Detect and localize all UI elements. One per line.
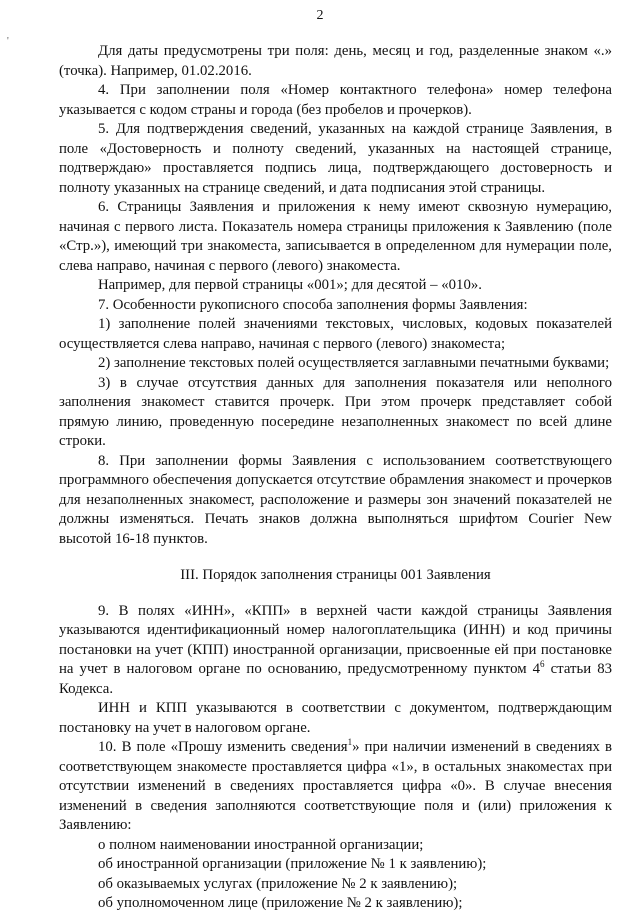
paragraph-9-text-start: 9. В полях «ИНН», «КПП» в верхней части каждой страницы Заявления указываются идентификационный номер налогоплательщика (ИНН) и код причины постановки на учет (КПП) иностранной организации, присвоенные ей при постановке на учет в налоговом органе по основанию, предусмотренному пунктом 4	[59, 602, 612, 677]
paragraph-9b: ИНН и КПП указываются в соответствии с документом, подтверждающим постановку на учет в налоговом органе.	[59, 700, 612, 736]
paragraph-7: 7. Особенности рукописного способа заполнения формы Заявления:	[98, 296, 528, 313]
paragraph-9-superscript: 6	[540, 659, 545, 670]
document-body	[59, 42, 612, 914]
paragraph-4: 4. При заполнении поля «Номер контактного телефона» номер телефона указывается с кодом страны и города (без пробелов и прочерков).	[59, 82, 612, 118]
paragraph-9-text-end: статьи 83 Кодекса.	[59, 661, 612, 697]
section-heading: III. Порядок заполнения страницы 001 Заявления	[180, 567, 491, 583]
list-item: об уполномоченном лице (приложение № 2 к заявлению);	[98, 895, 463, 911]
paragraph-9	[59, 602, 612, 700]
paragraph-date-fields: Для даты предусмотрены три поля: день, месяц и год, разделенные знаком «.» (точка). Например, 01.02.2016.	[59, 43, 612, 79]
list-item: об оказываемых услугах (приложение № 2 к заявлению);	[98, 875, 458, 892]
list-item: об иностранной организации (приложение № 1 к заявлению);	[98, 856, 487, 872]
page-number: 2	[316, 8, 324, 23]
paragraph-7-item-2: 2) заполнение текстовых полей осуществляется заглавными печатными буквами;	[98, 355, 610, 371]
list-item: о полном наименовании иностранной организации;	[98, 836, 424, 853]
paragraph-8: 8. При заполнении формы Заявления с использованием соответствующего программного обеспечения допускается отсутствие обрамления знакомест и прочерков для незаполненных знакомест, расположение и размеры зон значений показателей не должны изменяться. Печать знаков должна выполняться шрифтом Courier New высотой 16-18 пунктов.	[59, 452, 612, 547]
paragraph-7-item-1: 1) заполнение полей значениями текстовых, числовых, кодовых показателей осуществляется слева направо, начиная с первого (левого) знакоместа;	[59, 316, 612, 352]
paragraph-10	[59, 738, 612, 836]
paragraph-6: 6. Страницы Заявления и приложения к нему имеют сквозную нумерацию, начиная с первого листа. Показатель номера страницы приложения к Заявлению (поле «Стр.»), имеющий три знакоместа, записывается в определенном для нумерации поле, слева направо, начиная с первого (левого) знакоместа.	[59, 199, 612, 274]
paragraph-10-text-end: » при наличии изменений в сведениях в соответствующем знакоместе проставляется цифра «1», в остальных знакоместах при отсутствии изменений в сведениях проставляется цифра «0». В случае внесения изменений в сведения заполняются соответствующие поля и (или) приложения к Заявлению:	[59, 739, 612, 833]
margin-mark: '	[7, 36, 9, 47]
paragraph-5: 5. Для подтверждения сведений, указанных на каждой странице Заявления, в поле «Достоверность и полноту сведений, указанных на настоящей странице, подтверждаю» проставляется подпись лица, подтверждающего достоверность и полноту указанных на странице сведений, и дата подписания этой страницы.	[59, 121, 612, 196]
paragraph-6-example: Например, для первой страницы «001»; для десятой – «010».	[98, 277, 482, 293]
paragraph-10-footnote-ref: 1	[347, 737, 353, 748]
paragraph-10-text-start: 10. В поле «Прошу изменить сведения	[98, 739, 348, 755]
paragraph-7-item-3: 3) в случае отсутствия данных для заполнения показателя или неполного заполнения знакомест ставится прочерк. При этом прочерк представляет собой прямую линию, проведенную посередине незаполненных знакомест по всей длине строки.	[59, 374, 612, 449]
